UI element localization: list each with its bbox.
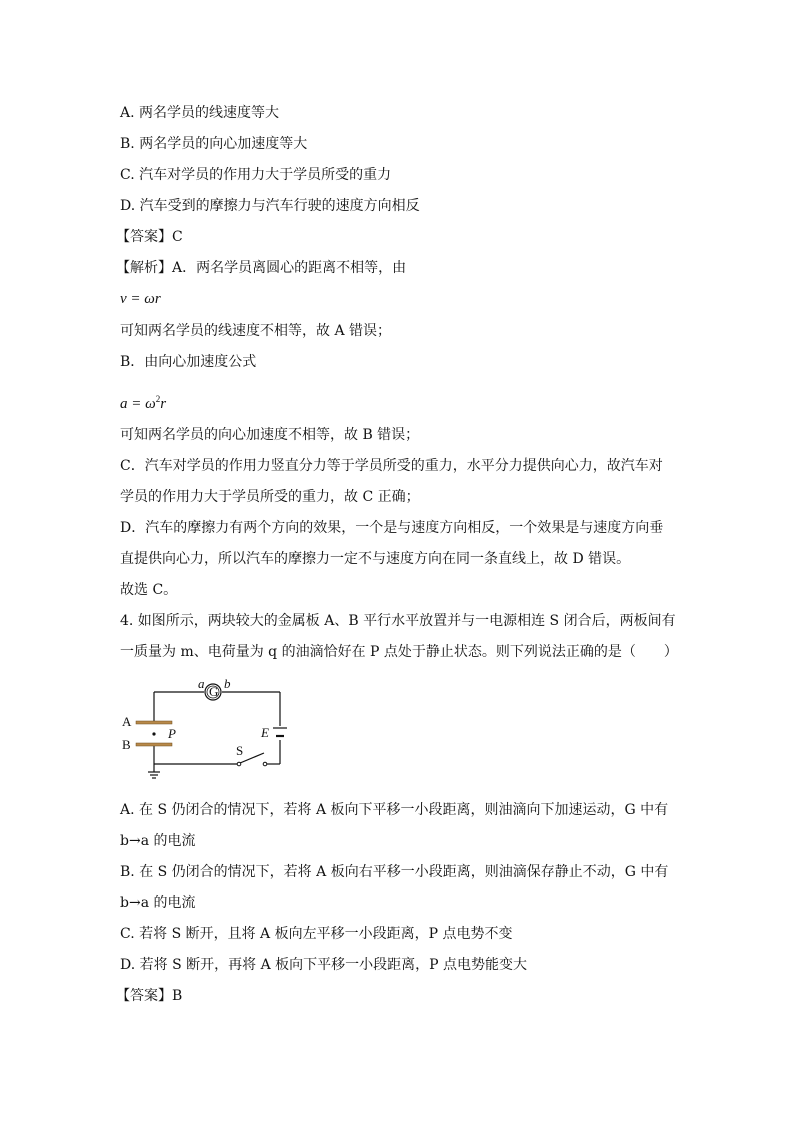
q3-answer: 【答案】C <box>116 229 183 245</box>
label-plate-a: A <box>122 714 132 729</box>
formula2-base: a = ω <box>120 396 156 412</box>
q3-analysis-line1: 【解析】A．两名学员离圆心的距离不相等，由 <box>116 260 407 276</box>
label-a: a <box>198 676 205 691</box>
label-e: E <box>261 725 269 740</box>
label-p: P <box>168 726 176 741</box>
q3-option-d: D. 汽车受到的摩擦力与汽车行驶的速度方向相反 <box>120 198 420 214</box>
q4-answer: 【答案】B <box>116 988 183 1004</box>
q3-analysis-line9: 故选 C。 <box>120 582 178 598</box>
q4-stem-line1: 4. 如图所示，两块较大的金属板 A、B 平行水平放置并与一电源相连 S 闭合后，两板间有 <box>120 613 676 629</box>
q3-analysis-line4: 可知两名学员的向心加速度不相等，故 B 错误； <box>120 427 420 443</box>
q3-analysis-line3: B．由向心加速度公式 <box>120 354 257 370</box>
metal-plate-b <box>136 743 172 746</box>
q3-analysis-line6: 学员的作用力大于学员所受的重力，故 C 正确； <box>120 489 420 505</box>
q3-option-b: B. 两名学员的向心加速度等大 <box>120 136 308 152</box>
q4-option-a-line2: b→a 的电流 <box>120 833 196 849</box>
q3-analysis-line2: 可知两名学员的线速度不相等，故 A 错误； <box>120 323 392 339</box>
label-g: G <box>209 684 219 699</box>
q4-option-b-line1: B. 在 S 仍闭合的情况下，若将 A 板向右平移一小段距离，则油滴保存静止不动，G 中有 <box>120 864 669 880</box>
switch-contact-right <box>263 762 267 766</box>
q3-option-a: A. 两名学员的线速度等大 <box>120 105 280 121</box>
q3-analysis-line8: 直提供向心力，所以汽车的摩擦力一定不与速度方向在同一条直线上，故 D 错误。 <box>120 551 631 567</box>
oil-drop-point <box>152 732 155 735</box>
circuit-diagram <box>116 672 306 784</box>
q4-option-c: C. 若将 S 断开，且将 A 板向左平移一小段距离，P 点电势不变 <box>120 926 513 942</box>
switch-blade <box>240 753 264 763</box>
formula-centripetal-acceleration <box>120 390 166 413</box>
switch-contact-left <box>237 762 241 766</box>
q4-stem-line2: 一质量为 m、电荷量为 q 的油滴恰好在 P 点处于静止状态。则下列说法正确的是（ ） <box>120 644 678 660</box>
label-b: b <box>224 676 231 691</box>
metal-plate-a <box>136 721 172 724</box>
q4-option-b-line2: b→a 的电流 <box>120 895 196 911</box>
q3-option-c: C. 汽车对学员的作用力大于学员所受的重力 <box>120 167 392 183</box>
label-s: S <box>236 743 244 758</box>
q4-option-a-line1: A. 在 S 仍闭合的情况下，若将 A 板向下平移一小段距离，则油滴向下加速运动，G 中有 <box>120 802 669 818</box>
label-plate-b: B <box>122 737 131 752</box>
q3-analysis-line5: C．汽车对学员的作用力竖直分力等于学员所受的重力，水平分力提供向心力，故汽车对 <box>120 458 663 474</box>
q3-analysis-line7: D．汽车的摩擦力有两个方向的效果，一个是与速度方向相反，一个效果是与速度方向垂 <box>120 520 664 536</box>
q4-option-d: D. 若将 S 断开，再将 A 板向下平移一小段距离，P 点电势能变大 <box>120 957 527 973</box>
formula2-tail: r <box>160 396 167 412</box>
formula2-exponent: 2 <box>155 394 161 404</box>
formula-linear-velocity: v = ωr <box>120 291 161 307</box>
